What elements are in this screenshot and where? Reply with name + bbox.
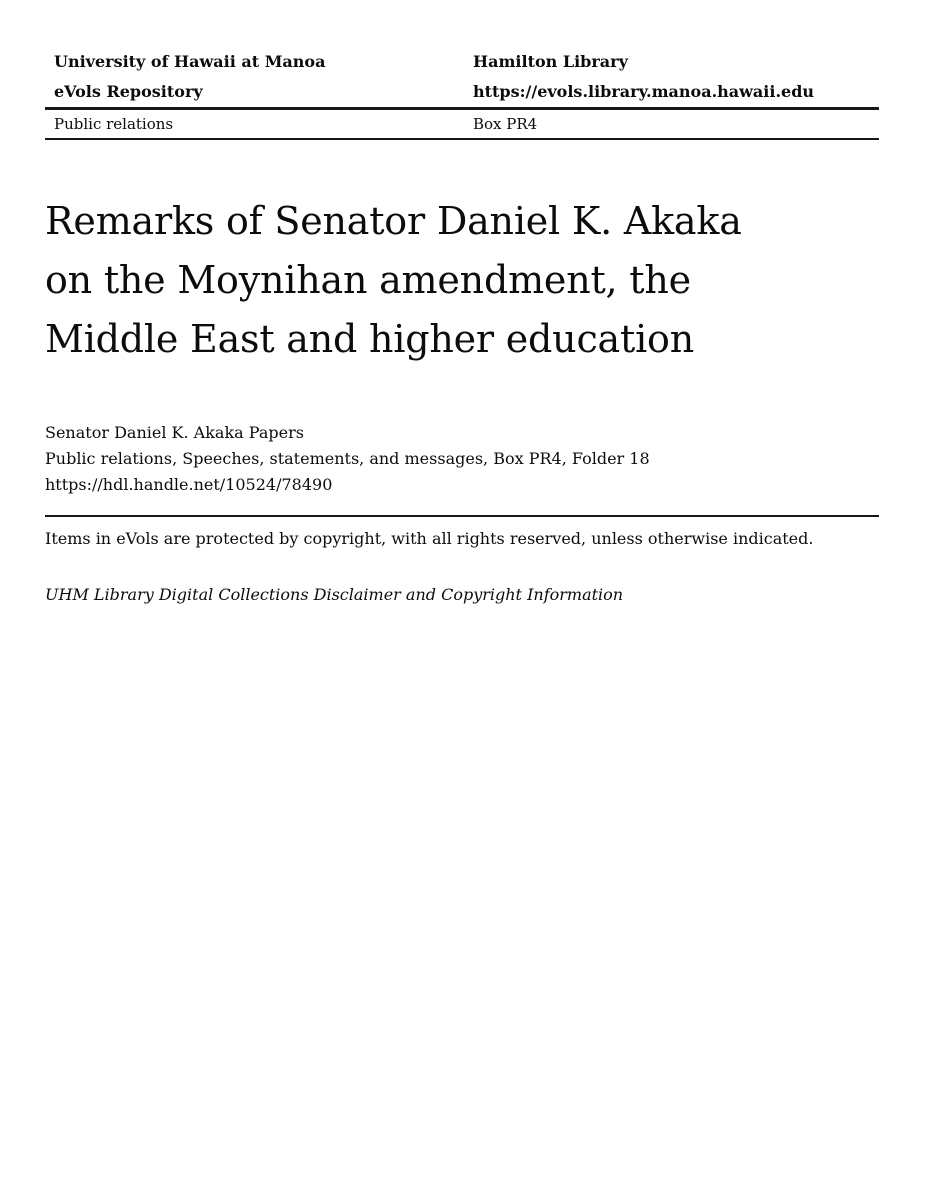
citation-line: Public relations, Speeches, statements, and messages, Box PR4, Folder 18 bbox=[45, 449, 650, 468]
disclaimer-link[interactable]: UHM Library Digital Collections Disclaimer and Copyright Information bbox=[45, 585, 624, 604]
header-row-3 bbox=[45, 110, 879, 138]
institution-name: University of Hawaii at Manoa bbox=[54, 52, 326, 71]
box-label: Box PR4 bbox=[473, 115, 538, 133]
copyright-footer bbox=[45, 526, 879, 608]
page-title-line-3: Middle East and higher education bbox=[45, 317, 694, 361]
page-title bbox=[45, 192, 879, 369]
copyright-notice: Items in eVols are protected by copyright, with all rights reserved, unless otherwise indicated. bbox=[45, 529, 814, 548]
collection-label: Public relations bbox=[54, 115, 174, 133]
header-row-2 bbox=[45, 77, 879, 107]
repository-name: eVols Repository bbox=[54, 82, 203, 101]
page-title-line-2: on the Moynihan amendment, the bbox=[45, 258, 691, 302]
repository-header bbox=[45, 47, 879, 140]
page-title-line-1: Remarks of Senator Daniel K. Akaka bbox=[45, 199, 742, 243]
citation-metadata bbox=[45, 420, 879, 498]
collection-name: Senator Daniel K. Akaka Papers bbox=[45, 423, 304, 442]
library-name: Hamilton Library bbox=[473, 52, 628, 71]
handle-url-link[interactable]: https://hdl.handle.net/10524/78490 bbox=[45, 475, 333, 494]
header-row-1 bbox=[45, 47, 879, 77]
repository-url-link[interactable]: https://evols.library.manoa.hawaii.edu bbox=[473, 82, 815, 101]
footer-divider bbox=[45, 515, 879, 517]
header-divider-thin bbox=[45, 138, 879, 140]
